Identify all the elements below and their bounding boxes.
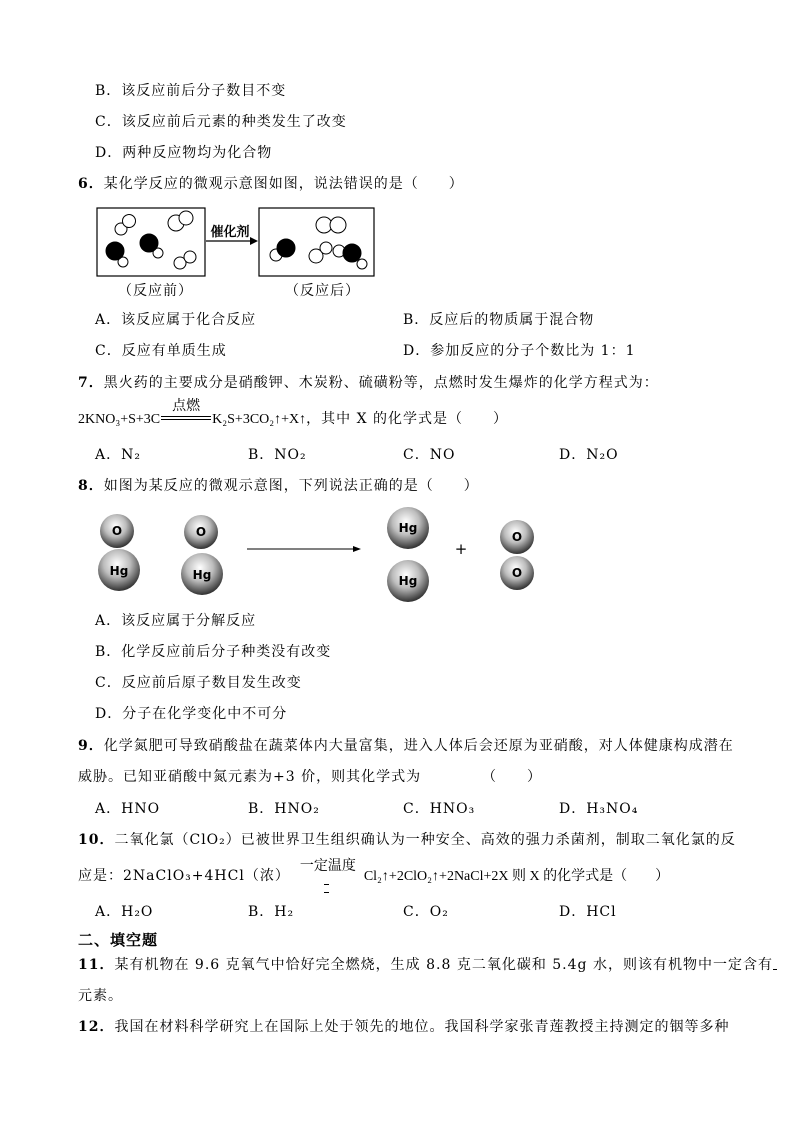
hg-atom-label: Hg [398, 574, 418, 588]
q5-option-d: D．两种反应物均为化合物 [95, 145, 273, 161]
q9-option-d: D．H₃NO₄ [559, 801, 639, 817]
q11-number: 11． [78, 957, 115, 973]
q11-stem-1: 某有机物在 9.6 克氧气中恰好完全燃烧，生成 8.8 克二氧化碳和 5.4g 水，则该有机物中一定含有 [114, 957, 773, 973]
hgo-molecule [181, 515, 223, 595]
q10-equation-reactants: 应是：2NaClO₃+4HCl（浓） [78, 868, 290, 884]
white-atom [357, 259, 367, 269]
q12-stem-line-1 [78, 1017, 729, 1037]
q7-condition-label: 点燃 [172, 398, 201, 414]
q11-stem-line-2: 元素。 [78, 988, 123, 1004]
o-atom-label: O [111, 524, 123, 538]
o2-molecule [500, 520, 534, 590]
q12-number: 12． [78, 1019, 115, 1035]
after-caption: （反应后） [285, 283, 360, 299]
double-line [161, 416, 211, 420]
q7-stem: 黑火药的主要成分是硝酸钾、木炭粉、硫磺粉等，点燃时发生爆炸的化学方程式为： [103, 375, 659, 391]
q10-option-d: D．HCl [559, 904, 617, 920]
q10-number: 10． [78, 832, 115, 848]
q6-stem: 某化学反应的微观示意图如图，说法错误的是（ ） [103, 176, 464, 192]
catalyst-label: 催化剂 [210, 225, 250, 240]
q9-option-c: C．HNO₃ [403, 801, 476, 817]
hgo-molecule [98, 514, 140, 591]
q6-reaction-diagram [90, 200, 380, 282]
o-atom-label: O [195, 525, 207, 539]
q7-option-c: C．NO [403, 447, 456, 463]
condition-dash [324, 884, 329, 885]
black-atom [140, 234, 158, 252]
q6-option-b: B．反应后的物质属于混合物 [403, 312, 595, 328]
q12-stem-1: 我国在材料科学研究上在国际上处于领先的地位。我国科学家张青莲教授主持测定的铟等多种 [114, 1019, 730, 1035]
q8-number: 8． [78, 478, 104, 494]
q9-stem-line-2: 威胁。已知亚硝酸中氮元素为+3 价，则其化学式为 [78, 769, 422, 785]
q5-option-c: C．该反应前后元素的种类发生了改变 [95, 114, 347, 130]
q7-option-d: D．N₂O [559, 447, 619, 463]
black-atom [277, 239, 295, 257]
q10-option-b: B．H₂ [248, 904, 295, 920]
q10-reaction-condition [296, 858, 360, 886]
hg-atom-label: Hg [192, 568, 212, 582]
q9-option-a: A．HNO [95, 801, 161, 817]
q10-equation-products: Cl₂↑+2ClO₂↑+2NaCl+2X 则 X 的化学式是（ ） [363, 869, 670, 884]
q6-stem-line [78, 174, 464, 194]
q7-equation-products: K₂S+3CO₂↑+X↑ [212, 412, 307, 427]
o-atom-label: O [511, 566, 523, 580]
q6-option-d: D．参加反应的分子个数比为 1：1 [403, 343, 636, 359]
section-title-fill-in: 二、填空题 [78, 931, 159, 949]
q7-equation-line [78, 398, 509, 430]
q10-equation-line [78, 858, 670, 887]
before-caption: （反应前） [118, 283, 193, 299]
white-atom [184, 251, 196, 263]
o-atom-label: O [511, 530, 523, 544]
q8-reaction-diagram [0, 500, 600, 612]
q9-answer-bracket: （ ） [482, 769, 542, 785]
hg-atom-product [387, 507, 429, 549]
q10-stem-line-1 [78, 830, 736, 850]
q7-equation-reactants: 2KNO₃+S+3C [78, 412, 161, 427]
q11-stem-line-1 [78, 955, 777, 975]
arrow-head [250, 237, 258, 245]
condition-dash [324, 892, 329, 893]
answer-blank [773, 955, 777, 970]
plus-sign: + [454, 540, 468, 558]
q7-question-tail: ，其中 X 的化学式是（ ） [306, 411, 509, 427]
q8-option-a: A．该反应属于分解反应 [95, 613, 257, 629]
q9-stem-1: 化学氮肥可导致硝酸盐在蔬菜体内大量富集，进入人体后会还原为亚硝酸，对人体健康构成潜在 [103, 738, 734, 754]
q7-number: 7． [78, 375, 104, 391]
q8-stem-line [78, 476, 479, 496]
q10-stem-1: 二氧化氯（ClO₂）已被世界卫生组织确认为一种安全、高效的强力杀菌剂，制取二氧化氯的反 [114, 832, 736, 848]
q7-option-a: A．N₂ [95, 447, 141, 463]
black-atom [106, 242, 124, 260]
q9-number: 9． [78, 738, 104, 754]
q10-condition-label: 一定温度 [299, 858, 356, 874]
white-atom [179, 211, 193, 225]
arrow-head [353, 546, 361, 552]
q7-stem-line [78, 373, 659, 393]
hg-atom-label: Hg [109, 564, 129, 578]
q7-option-b: B．NO₂ [248, 447, 307, 463]
white-atom [123, 215, 136, 228]
white-atom [320, 242, 332, 254]
q8-option-c: C．反应前后原子数目发生改变 [95, 675, 302, 691]
white-atom [330, 217, 346, 233]
after-box [259, 208, 374, 276]
hg-atom-product [387, 560, 429, 602]
q8-stem: 如图为某反应的微观示意图，下列说法正确的是（ ） [103, 478, 479, 494]
q9-stem-line-1 [78, 736, 734, 756]
q6-number: 6． [78, 176, 104, 192]
q10-option-c: C．O₂ [403, 904, 449, 920]
hg-atom-label: Hg [398, 521, 418, 535]
q7-reaction-condition [161, 398, 211, 429]
black-atom [343, 244, 361, 262]
q8-option-b: B．化学反应前后分子种类没有改变 [95, 644, 332, 660]
q5-option-b: B．该反应前后分子数目不变 [95, 83, 287, 99]
q8-option-d: D．分子在化学变化中不可分 [95, 706, 288, 722]
q6-option-a: A．该反应属于化合反应 [95, 312, 257, 328]
q6-option-c: C．反应有单质生成 [95, 343, 227, 359]
q10-option-a: A．H₂O [95, 904, 154, 920]
q9-option-b: B．HNO₂ [248, 801, 320, 817]
